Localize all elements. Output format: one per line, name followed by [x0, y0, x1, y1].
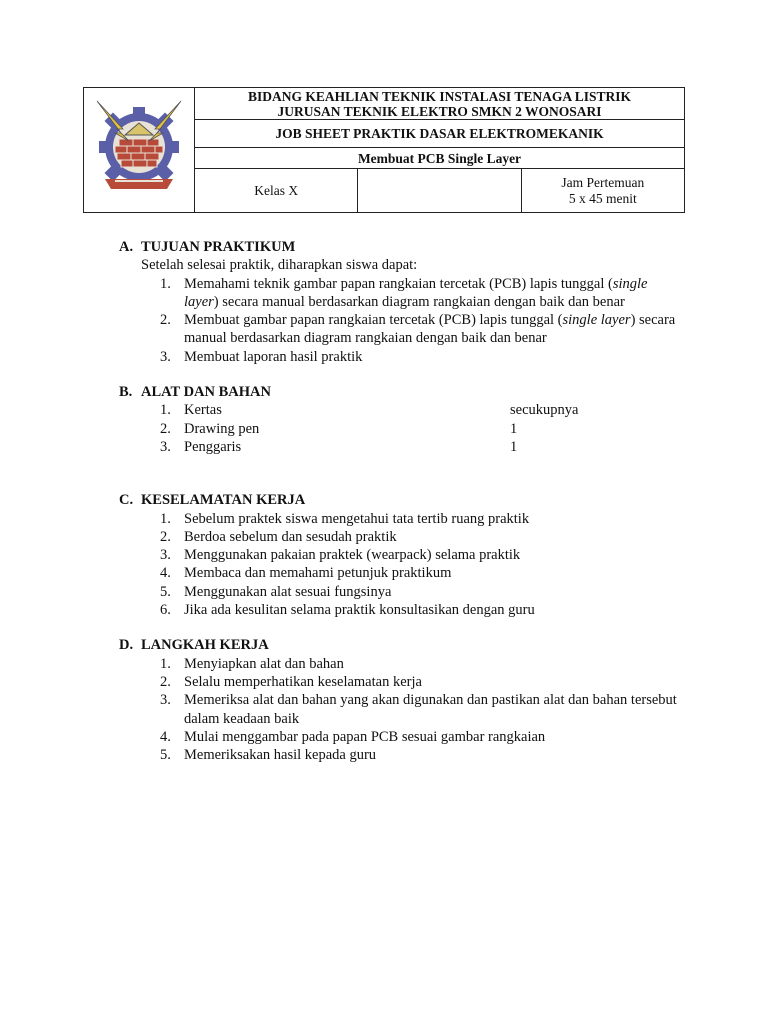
tools-list	[119, 401, 679, 456]
item-quantity: secukupnya	[510, 402, 579, 419]
section-title: B. ALAT DAN BAHAN	[119, 384, 271, 401]
section-alat-bahan	[119, 383, 679, 456]
hours-cell	[521, 169, 684, 213]
item-quantity: 1	[510, 420, 518, 437]
list-item: 3. Penggaris 1	[160, 438, 518, 455]
list-item: 2. Drawing pen 1	[160, 420, 518, 437]
list-item: 4. Membaca dan memahami petunjuk praktikum	[160, 565, 452, 582]
list-item: 3. Membuat laporan hasil praktik	[160, 348, 363, 365]
class-blank-cell	[358, 169, 521, 213]
school-logo-cell	[84, 88, 195, 213]
hours-value: 5 x 45 menit	[568, 190, 637, 206]
hours-label: Jam Pertemuan	[561, 174, 645, 190]
list-item: 3. Menggunakan pakaian praktek (wearpack) selama praktik	[160, 547, 521, 564]
list-item: 1. Sebelum praktek siswa mengetahui tata tertib ruang praktik	[160, 510, 530, 527]
school-logo-icon	[93, 95, 185, 199]
list-item: 4. Mulai menggambar pada papan PCB sesuai gambar rangkaian	[160, 728, 546, 745]
list-item: 2. Selalu memperhatikan keselamatan kerja	[160, 673, 422, 690]
list-item: 3. Memeriksa alat dan bahan yang akan digunakan dan pastikan alat dan bahan tersebut dalam keadaan baik	[160, 692, 677, 727]
list-item: 5. Menggunakan alat sesuai fungsinya	[160, 583, 392, 600]
header-title-cell	[195, 88, 685, 120]
list-item: 1. Kertas secukupnya	[160, 402, 579, 419]
job-sheet-title: JOB SHEET PRAKTIK DASAR ELEKTROMEKANIK	[195, 120, 685, 148]
section-keselamatan	[119, 491, 679, 619]
topic-title: Membuat PCB Single Layer	[195, 148, 685, 169]
section-title: D. LANGKAH KERJA	[119, 637, 269, 654]
section-title: A. TUJUAN PRAKTIKUM	[119, 239, 296, 255]
header-line2: JURUSAN TEKNIK ELEKTRO SMKN 2 WONOSARI	[277, 103, 602, 119]
item-quantity: 1	[510, 438, 518, 455]
list-item: 5. Memeriksakan hasil kepada guru	[160, 747, 377, 764]
safety-list	[119, 510, 679, 620]
list-item: 2. Membuat gambar papan rangkaian tercetak (PCB) lapis tunggal (single layer) secara manual berdasarkan diagram rangkaian dengan baik dan benar	[160, 312, 676, 347]
steps-list	[119, 655, 679, 765]
header-table	[83, 87, 685, 213]
header-line1: BIDANG KEAHLIAN TEKNIK INSTALASI TENAGA LISTRIK	[248, 88, 631, 104]
section-langkah-kerja	[119, 636, 679, 764]
class-label: Kelas X	[195, 169, 358, 213]
list-item: 2. Berdoa sebelum dan sesudah praktik	[160, 528, 397, 545]
section-tujuan	[119, 238, 679, 366]
sheet-content	[119, 238, 679, 764]
list-item: 6. Jika ada kesulitan selama praktik konsultasikan dengan guru	[160, 602, 535, 619]
list-item: 1. Memahami teknik gambar papan rangkaian tercetak (PCB) lapis tunggal (single layer) secara manual berdasarkan diagram rangkaian dengan baik dan benar	[160, 275, 648, 310]
section-title: C. KESELAMATAN KERJA	[119, 492, 306, 509]
objective-list	[119, 275, 679, 366]
section-intro: Setelah selesai praktik, diharapkan siswa dapat:	[141, 257, 418, 274]
list-item: 1. Menyiapkan alat dan bahan	[160, 655, 344, 672]
